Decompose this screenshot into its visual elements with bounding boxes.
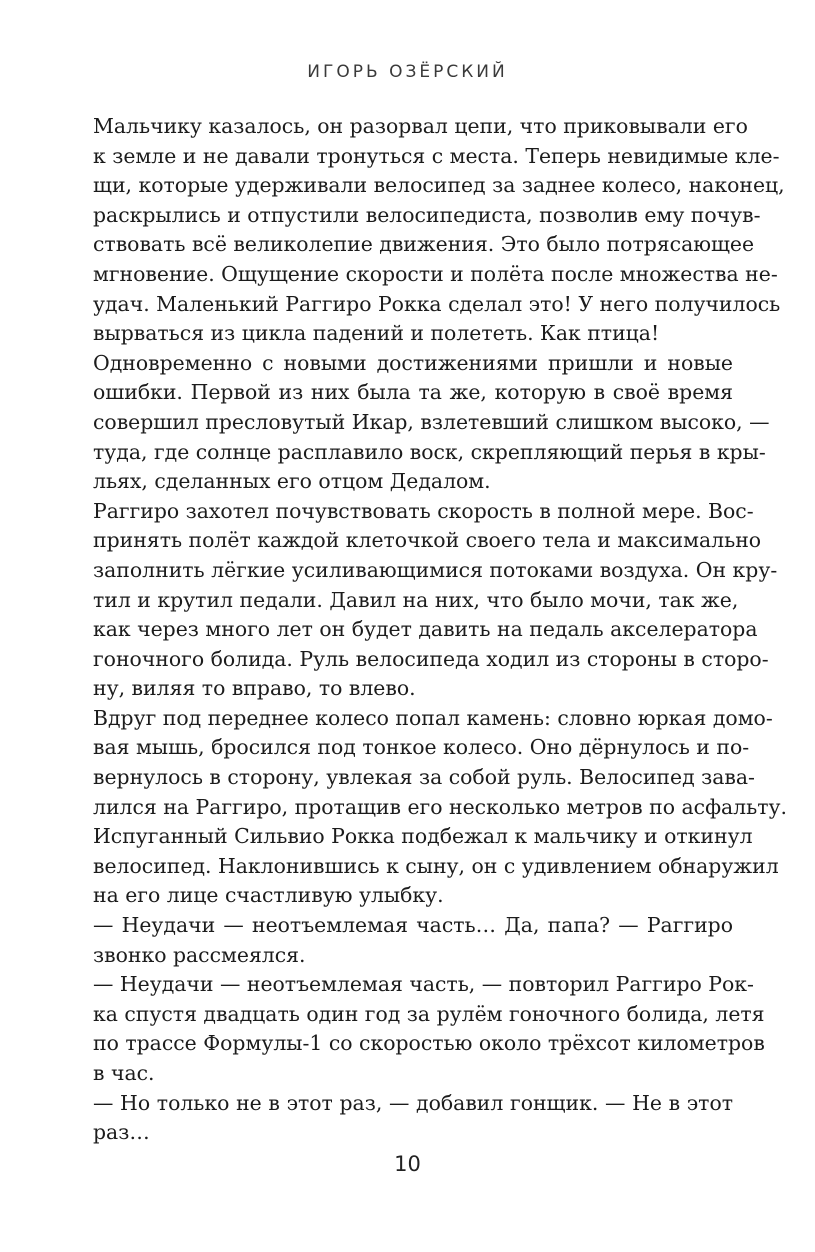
text-line: заполнить лёгкие усиливающимися потоками воздуха. Он кру- [93, 557, 778, 582]
text-line: Раггиро захотел почувствовать скорость в полной мере. Вос- [93, 498, 754, 523]
text-line: вырваться из цикла падений и полететь. Как птица! [93, 321, 660, 346]
text-line: льях, сделанных его отцом Дедалом. [93, 469, 491, 494]
text-line: принять полёт каждой клеточкой своего тела и максимально [93, 528, 762, 553]
text-line: ну, виляя то вправо, то влево. [93, 676, 416, 701]
text-line: по трассе Формулы-1 со скоростью около трёхсот километров [93, 1031, 765, 1056]
text-line: раз… [93, 1120, 150, 1145]
text-line: раскрылись и отпустили велосипедиста, позволив ему почув- [93, 202, 761, 227]
text-line: как через много лет он будет давить на педаль акселератора [93, 617, 758, 642]
text-line: вая мышь, бросился под тонкое колесо. Оно дёрнулось и по- [93, 735, 750, 760]
text-line: — Неудачи — неотъемлемая часть, — повторил Раггиро Рок- [93, 972, 754, 997]
text-line: — Неудачи — неотъемлемая часть… Да, папа? — Раггиро [93, 913, 733, 938]
text-line: ствовать всё великолепие движения. Это было потрясающее [93, 232, 755, 257]
text-line: Испуганный Сильвио Рокка подбежал к мальчику и откинул [93, 824, 753, 849]
text-line: велосипед. Наклонившись к сыну, он с удивлением обнаружил [93, 853, 779, 878]
text-line: совершил пресловутый Икар, взлетевший слишком высоко, — [93, 409, 770, 434]
text-line: туда, где солнце расплавило воск, скрепляющий перья в кры- [93, 439, 766, 464]
running-head: ИГОРЬ ОЗЁРСКИЙ [307, 62, 508, 82]
text-line: вернулось в сторону, увлекая за собой руль. Велосипед зава- [93, 765, 755, 790]
text-line: щи, которые удерживали велосипед за заднее колесо, наконец, [93, 173, 785, 198]
text-line: удач. Маленький Раггиро Рокка сделал это! У него получилось [93, 291, 781, 316]
paragraph [93, 349, 770, 497]
text-line: Одновременно с новыми достижениями пришли и новые [93, 350, 733, 375]
text-line: — Но только не в этот раз, — добавил гонщик. — Не в этот [93, 1090, 733, 1115]
paragraph [93, 497, 778, 704]
text-line: тил и крутил педали. Давил на них, что было мочи, так же, [93, 587, 739, 612]
paragraph [93, 704, 787, 911]
text-line: ка спустя двадцать один год за рулём гоночного болида, летя [93, 1001, 765, 1026]
text-line: на его лице счастливую улыбку. [93, 883, 444, 908]
text-line: к земле и не давали тронуться с места. Теперь невидимые кле- [93, 143, 780, 168]
text-line: звонко рассмеялся. [93, 942, 306, 967]
text-line: в час. [93, 1061, 155, 1085]
page-number: 10 [394, 1152, 421, 1176]
text-line: ошибки. Первой из них была та же, которую в своё время [93, 380, 733, 405]
paragraph [93, 970, 765, 1088]
text-line: Мальчику казалось, он разорвал цепи, что приковывали его [93, 114, 748, 138]
body-text [93, 112, 787, 1148]
text-line: Вдруг под переднее колесо попал камень: словно юркая домо- [93, 705, 773, 730]
paragraph [93, 911, 733, 970]
paragraph [93, 1089, 733, 1148]
text-line: гоночного болида. Руль велосипеда ходил из стороны в сторо- [93, 646, 769, 671]
text-line: лился на Раггиро, протащив его несколько метров по асфальту. [93, 794, 787, 819]
paragraph [93, 112, 785, 349]
text-line: мгновение. Ощущение скорости и полёта после множества не- [93, 261, 778, 286]
